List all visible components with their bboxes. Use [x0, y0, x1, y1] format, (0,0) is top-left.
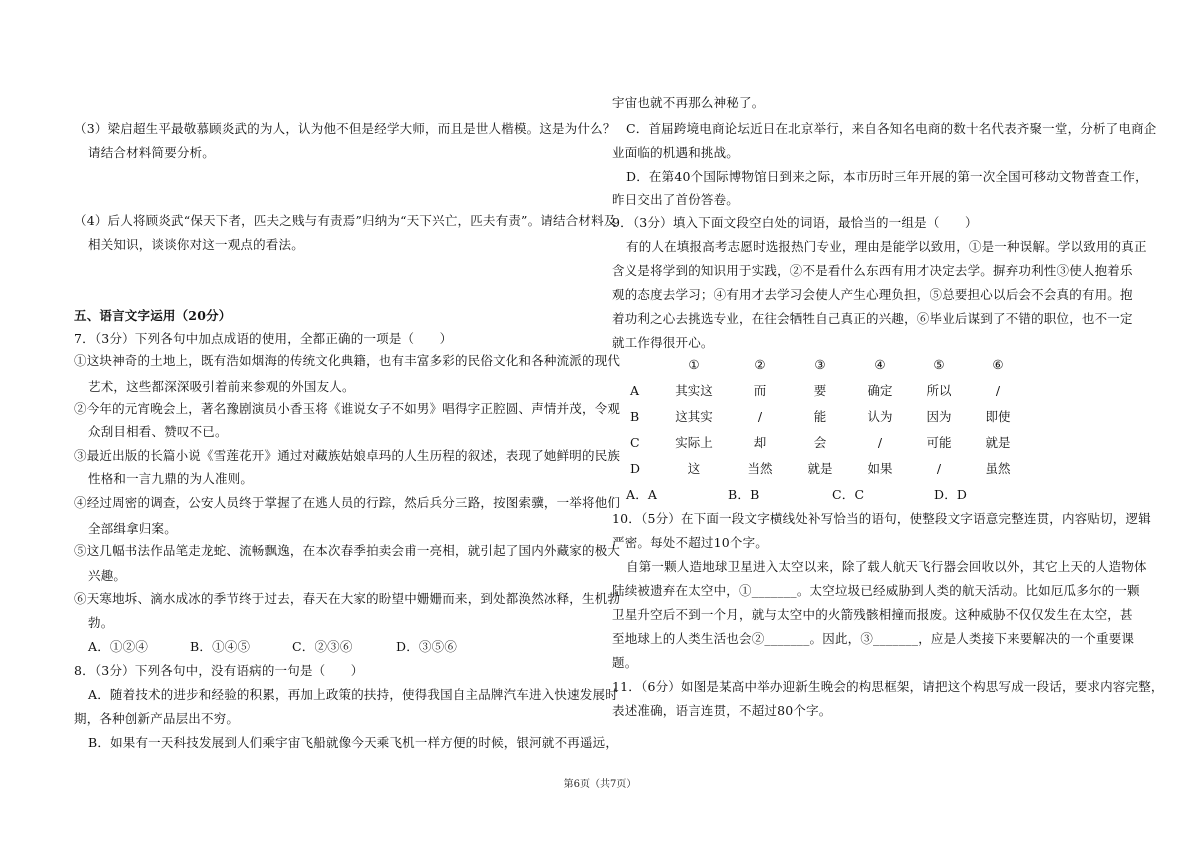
q7-s1a: ①这块神奇的土地上，既有浩如烟海的传统文化典籍，也有丰富多彩的民俗文化和各种流派的现代	[74, 353, 621, 368]
q9-stem: 9．（3分）填入下面文段空白处的词语，最恰当的一组是（ ）	[612, 215, 978, 230]
q7-option-a: A．①②④	[88, 639, 149, 654]
row-label: B	[630, 409, 640, 424]
q9-p5: 就工作得很开心。	[612, 335, 714, 350]
row-label: D	[630, 461, 641, 476]
q9-p3: 观的态度去学习；④有用才去学习会使人产生心理负担，⑤总要担心以后会不会真的有用。抱	[612, 287, 1133, 302]
q11-stem1: 11．（6分）如图是某高中举办迎新生晚会的构思框架，请把这个构思写成一段话，要求内容完整，	[612, 679, 1164, 694]
table-cell: 当然	[747, 461, 773, 476]
section-title: 五、语言文字运用（20分）	[74, 308, 232, 323]
header-cell: ②	[754, 357, 766, 372]
q10-p4: 至地球上的人类生活也会②_______。因此，③_______，应是人类接下来要解决的一个重要课	[612, 631, 1135, 646]
table-cell: 就是	[985, 435, 1011, 450]
table-cell: 却	[753, 435, 767, 450]
table-row	[612, 408, 1132, 426]
q7-s2b: 众刮目相看、赞叹不已。	[88, 424, 228, 439]
q7-option-c: C．②③⑥	[292, 639, 353, 654]
table-cell: 如果	[867, 461, 893, 476]
row-label: A	[630, 383, 640, 398]
q10-stem2: 严密。每处不超过10个字。	[612, 535, 769, 550]
table-cell: 这	[687, 461, 701, 476]
table-cell: 虽然	[985, 461, 1011, 476]
q7-s6a: ⑥天寒地坼、滴水成冰的季节终于过去，春天在大家的盼望中姗姗而来，到处都涣然冰释，生机勃	[74, 591, 621, 606]
table-cell: 这其实	[675, 409, 713, 424]
table-cell: 要	[813, 383, 827, 398]
q9-p1: 有的人在填报高考志愿时选报热门专业，理由是能学以致用，①是一种误解。学以致用的真正	[626, 239, 1147, 254]
table-cell: /	[995, 383, 1001, 398]
table-row	[612, 460, 1132, 478]
q8-b2: 宇宙也就不再那么神秘了。	[612, 95, 765, 110]
q7-s5a: ⑤这几幅书法作品笔走龙蛇、流畅飘逸，在本次春季拍卖会甫一亮相，就引起了国内外藏家的极大	[74, 543, 621, 558]
q9-option-b: B．B	[728, 487, 760, 502]
q4-line2: 相关知识，谈谈你对这一观点的看法。	[88, 237, 304, 252]
q9-table-header	[612, 356, 1132, 374]
q8-d2: 昨日交出了首份答卷。	[612, 192, 740, 207]
q3-line2: 请结合材料简要分析。	[88, 145, 216, 160]
q8-b1: B．如果有一天科技发展到人们乘宇宙飞船就像今天乘飞机一样方便的时候，银河就不再遥远，	[88, 735, 619, 750]
q7-s4a: ④经过周密的调查，公安人员终于掌握了在逃人员的行踪，然后兵分三路，按图索骥，一举将他们	[74, 495, 621, 510]
q8-stem: 8．（3分）下列各句中，没有语病的一句是（ ）	[74, 663, 364, 678]
q8-a2: 期，各种创新产品层出不穷。	[74, 711, 240, 726]
q7-s3b: 性格和一言九鼎的为人准则。	[88, 471, 254, 486]
q8-a1: A．随着技术的进步和经验的积累，再加上政策的扶持，使得我国自主品牌汽车进入快速发展时	[88, 687, 618, 702]
q10-p1: 自第一颗人造地球卫星进入太空以来，除了载人航天飞行器会回收以外，其它上天的人造物体	[626, 559, 1147, 574]
header-cell: ①	[688, 357, 700, 372]
q7-option-d: D．③⑤⑥	[396, 639, 458, 654]
table-row	[612, 434, 1132, 452]
table-cell: 会	[813, 435, 827, 450]
q8-d1: D．在第40个国际博物馆日到来之际，本市历时三年开展的第一次全国可移动文物普查工作，	[626, 169, 1148, 184]
q4-line1: （4）后人将顾炎武“保天下者，匹夫之贱与有责焉”归纳为“天下兴亡，匹夫有责”。请结合材料及	[74, 213, 617, 228]
q7-option-b: B．①④⑤	[190, 639, 251, 654]
q9-option-c: C．C	[832, 487, 865, 502]
q7-s4b: 全部缉拿归案。	[88, 521, 177, 536]
q9-p2: 含义是将学到的知识用于实践，②不是看什么东西有用才决定去学。摒弃功利性③使人抱着乐	[612, 263, 1133, 278]
table-cell: 认为	[867, 409, 893, 424]
header-cell: ④	[874, 357, 886, 372]
q9-option-a: A．A	[626, 487, 658, 502]
table-cell: 而	[753, 383, 767, 398]
q7-s5b: 兴趣。	[88, 568, 127, 583]
header-cell: ⑤	[933, 357, 945, 372]
q7-stem: 7．（3分）下列各句中加点成语的使用，全都正确的一项是（ ）	[74, 331, 453, 346]
row-label: C	[630, 435, 640, 450]
table-cell: /	[877, 435, 883, 450]
q10-p2: 陆续被遗弃在太空中，①_______。太空垃圾已经威胁到人类的航天活动。比如厄瓜多尔的一颗	[612, 583, 1140, 598]
q10-stem1: 10．（5分）在下面一段文字横线处补写恰当的语句，使整段文字语意完整连贯，内容贴切，逻辑	[612, 511, 1151, 526]
header-cell: ⑥	[992, 357, 1004, 372]
q7-s1b: 艺术，这些都深深吸引着前来参观的外国友人。	[88, 379, 355, 394]
table-cell: 就是	[807, 461, 833, 476]
table-cell: 即使	[985, 409, 1011, 424]
table-cell: /	[757, 409, 763, 424]
table-row	[612, 382, 1132, 400]
table-cell: 实际上	[675, 435, 713, 450]
table-cell: 能	[813, 409, 827, 424]
q10-p3: 卫星升空后不到一个月，就与太空中的火箭残骸相撞而报废。这种威胁不仅仅发生在太空，甚	[612, 607, 1133, 622]
q9-option-d: D．D	[934, 487, 968, 502]
q8-c1: C．首届跨境电商论坛近日在北京举行，来自各知名电商的数十名代表齐聚一堂，分析了电商企	[626, 121, 1157, 136]
q9-p4: 着功利之心去挑选专业，在往会牺牲自己真正的兴趣，⑥毕业后谋到了不错的职位，也不一定	[612, 311, 1133, 326]
table-cell: 因为	[926, 409, 952, 424]
q7-s6b: 勃。	[88, 615, 114, 630]
header-cell: ③	[814, 357, 826, 372]
table-cell: 所以	[926, 383, 952, 398]
q10-p5: 题。	[612, 655, 638, 670]
table-cell: /	[936, 461, 942, 476]
q8-c2: 业面临的机遇和挑战。	[612, 145, 740, 160]
q7-s2a: ②今年的元宵晚会上，著名豫剧演员小香玉将《谁说女子不如男》唱得字正腔圆、声情并茂，令观	[74, 401, 621, 416]
table-cell: 可能	[926, 435, 952, 450]
page-footer: 第6页（共7页）	[563, 779, 637, 790]
table-cell: 其实这	[675, 383, 713, 398]
q7-s3a: ③最近出版的长篇小说《雪莲花开》通过对藏族姑娘卓玛的人生历程的叙述，表现了她鲜明的民族	[74, 448, 621, 463]
q3-line1: （3）梁启超生平最敬慕顾炎武的为人，认为他不但是经学大师，而且是世人楷模。这是为什么？	[74, 121, 616, 136]
table-cell: 确定	[867, 383, 893, 398]
q11-stem2: 表述准确，语言连贯，不超过80个字。	[612, 703, 832, 718]
